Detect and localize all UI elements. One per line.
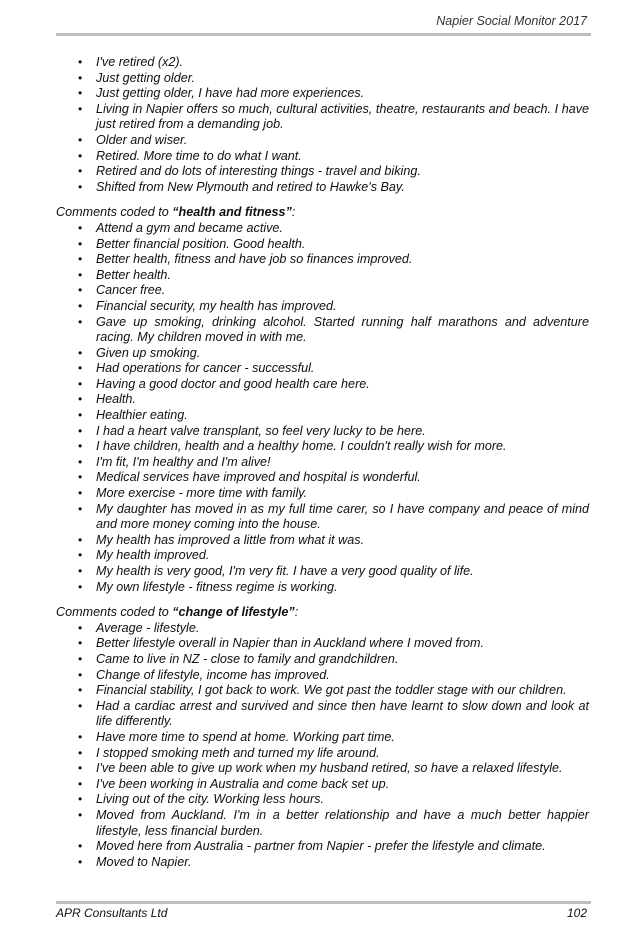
- list-item: • Attend a gym and became active.: [56, 221, 589, 237]
- section-gap: [56, 595, 589, 605]
- list-item: • I've retired (x2).: [56, 55, 589, 71]
- list-item: • Change of lifestyle, income has improved.: [56, 668, 589, 684]
- list-item: • Retired. More time to do what I want.: [56, 149, 589, 165]
- list-item: • Had operations for cancer - successful.: [56, 361, 589, 377]
- footer-company: APR Consultants Ltd: [56, 906, 168, 920]
- list-item: • Just getting older, I have had more experiences.: [56, 86, 589, 102]
- list-item: • Older and wiser.: [56, 133, 589, 149]
- list-item: • Have more time to spend at home. Working part time.: [56, 730, 589, 746]
- list-item: • Came to live in NZ - close to family and grandchildren.: [56, 652, 589, 668]
- list-item: • Just getting older.: [56, 71, 589, 87]
- list-item: • I've been working in Australia and come back set up.: [56, 777, 589, 793]
- list-item: • Better health.: [56, 268, 589, 284]
- header-rule: [56, 33, 591, 36]
- list-item: • Health.: [56, 392, 589, 408]
- page-header-title: Napier Social Monitor 2017: [436, 14, 587, 28]
- list-item: • My health improved.: [56, 548, 589, 564]
- list-item: • Average - lifestyle.: [56, 621, 589, 637]
- list-item: • Living in Napier offers so much, cultural activities, theatre, restaurants and beach. I have just retired from a demanding job.: [56, 102, 589, 133]
- sections-container: [56, 195, 589, 870]
- list-item: • I've been able to give up work when my husband retired, so have a relaxed lifestyle.: [56, 761, 589, 777]
- section-heading-prefix: Comments coded to: [56, 205, 173, 220]
- section-heading: [56, 205, 589, 221]
- list-item: • I'm fit, I'm healthy and I'm alive!: [56, 455, 589, 471]
- list-item: • My own lifestyle - fitness regime is working.: [56, 580, 589, 596]
- list-item: • Better health, fitness and have job so finances improved.: [56, 252, 589, 268]
- list-item: • Medical services have improved and hospital is wonderful.: [56, 470, 589, 486]
- section-bullet-list: [56, 221, 589, 595]
- section-heading-label: “change of lifestyle”: [172, 605, 295, 620]
- list-item: • My daughter has moved in as my full time carer, so I have company and peace of mind and more money coming into the house.: [56, 502, 589, 533]
- list-item: • I had a heart valve transplant, so feel very lucky to be here.: [56, 424, 589, 440]
- list-item: • Moved to Napier.: [56, 855, 589, 871]
- list-item: • Moved from Auckland. I'm in a better relationship and have a much better happier lifestyle, less financial burden.: [56, 808, 589, 839]
- list-item: • Had a cardiac arrest and survived and since then have learnt to slow down and look at life differently.: [56, 699, 589, 730]
- list-item: • I have children, health and a healthy home. I couldn't really wish for more.: [56, 439, 589, 455]
- list-item: • Having a good doctor and good health care here.: [56, 377, 589, 393]
- section-bullet-list: [56, 621, 589, 871]
- list-item: • Better lifestyle overall in Napier than in Auckland where I moved from.: [56, 636, 589, 652]
- list-item: • Gave up smoking, drinking alcohol. Started running half marathons and adventure racing. My children moved in with me.: [56, 315, 589, 346]
- section-heading-prefix: Comments coded to: [56, 605, 173, 620]
- list-item: • Better financial position. Good health.: [56, 237, 589, 253]
- section-gap: [56, 195, 589, 205]
- list-item: • Financial security, my health has improved.: [56, 299, 589, 315]
- list-item: • Living out of the city. Working less hours.: [56, 792, 589, 808]
- list-item: • My health has improved a little from what it was.: [56, 533, 589, 549]
- list-item: • My health is very good, I'm very fit. I have a very good quality of life.: [56, 564, 589, 580]
- intro-bullet-list: [56, 55, 589, 195]
- page-number: 102: [566, 906, 587, 920]
- list-item: • Moved here from Australia - partner from Napier - prefer the lifestyle and climate.: [56, 839, 589, 855]
- list-item: • Healthier eating.: [56, 408, 589, 424]
- section-heading-suffix: :: [291, 205, 296, 220]
- page-content: [56, 55, 589, 870]
- list-item: • Given up smoking.: [56, 346, 589, 362]
- section-heading: [56, 605, 589, 621]
- section-heading-label: “health and fitness”: [172, 205, 292, 220]
- list-item: • Retired and do lots of interesting things - travel and biking.: [56, 164, 589, 180]
- list-item: • Cancer free.: [56, 283, 589, 299]
- list-item: • More exercise - more time with family.: [56, 486, 589, 502]
- list-item: • I stopped smoking meth and turned my life around.: [56, 746, 589, 762]
- footer-rule: [56, 901, 591, 904]
- list-item: • Financial stability, I got back to work. We got past the toddler stage with our children.: [56, 683, 589, 699]
- list-item: • Shifted from New Plymouth and retired to Hawke's Bay.: [56, 180, 589, 196]
- section-heading-suffix: :: [294, 605, 299, 620]
